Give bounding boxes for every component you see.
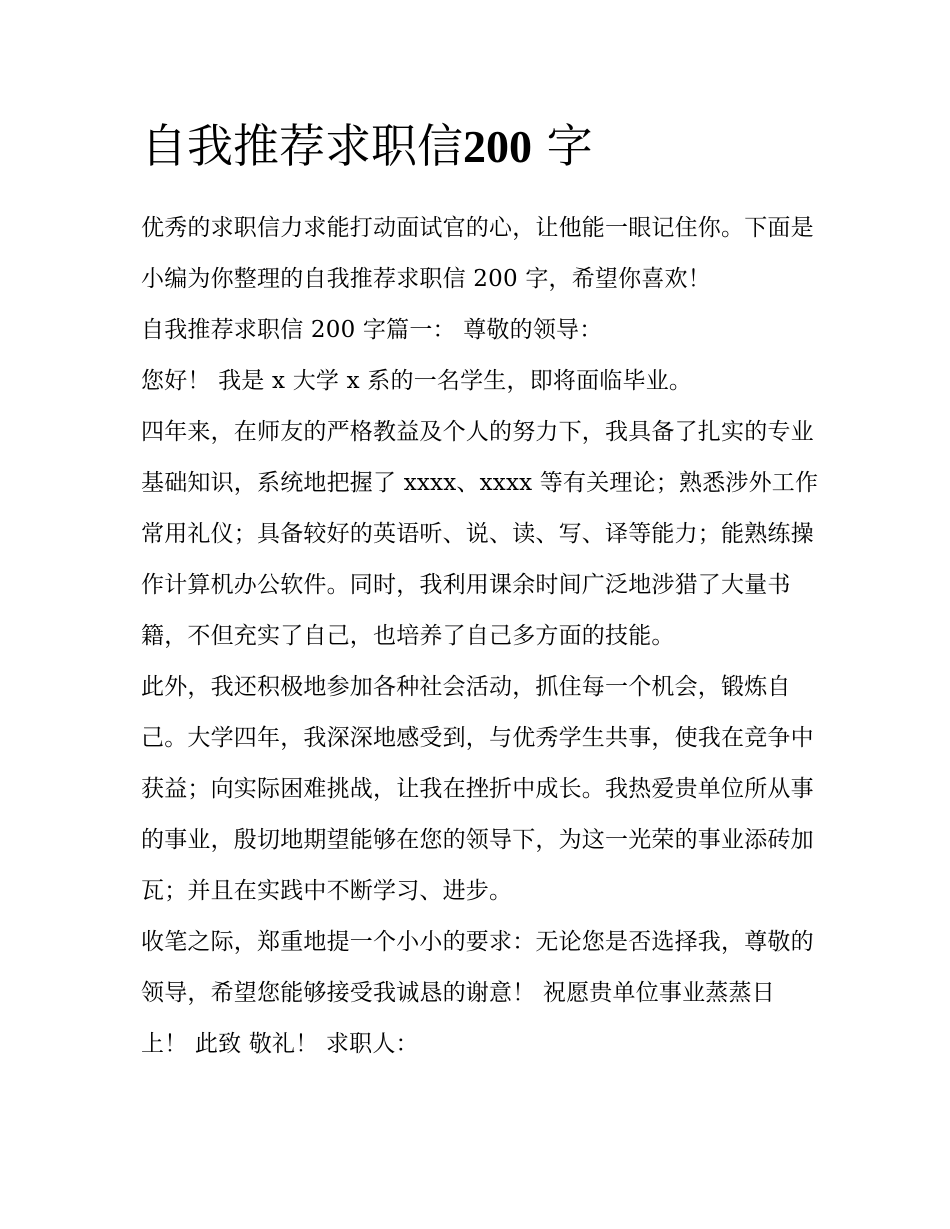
title-prefix: 自我推荐求职信 bbox=[141, 119, 463, 173]
title-suffix: 字 bbox=[546, 119, 593, 173]
paragraph-intro: 优秀的求职信力求能打动面试官的心，让他能一眼记住你。下面是小编为你整理的自我推荐求职信 200 字，希望你喜欢！ bbox=[141, 215, 814, 292]
paragraph-closing: 收笔之际，郑重地提一个小小的要求：无论您是否选择我，尊敬的领导，希望您能够接受我诚恳的谢意！ 祝愿贵单位事业蒸蒸日上！ 此致 敬礼！ 求职人： bbox=[141, 929, 814, 1057]
paragraph-heading-salutation: 自我推荐求职信 200 字篇一： 尊敬的领导： bbox=[141, 317, 603, 343]
document-page bbox=[141, 112, 821, 1070]
paragraph-activities: 此外，我还积极地参加各种社会活动，抓住每一个机会，锻炼自己。大学四年，我深深地感受到，与优秀学生共事，使我在竞争中获益；向实际困难挑战，让我在挫折中成长。我热爱贵单位所从事的事业，殷切地期望能够在您的领导下，为这一光荣的事业添砖加瓦；并且在实践中不断学习、进步。 bbox=[141, 674, 814, 904]
document-title bbox=[141, 112, 821, 181]
paragraph-education: 四年来，在师友的严格教益及个人的努力下，我具备了扎实的专业基础知识，系统地把握了 xxxx、xxxx 等有关理论；熟悉涉外工作常用礼仪；具备较好的英语听、说、读、写、译等能力；能熟练操作计算机办公软件。同时，我利用课余时间广泛地涉猎了大量书籍，不但充实了自己，也培养了自己多方面的技能。 bbox=[141, 419, 819, 649]
paragraph-greeting: 您好！ 我是 x 大学 x 系的一名学生，即将面临毕业。 bbox=[141, 368, 693, 394]
title-number: 200 bbox=[463, 121, 532, 172]
